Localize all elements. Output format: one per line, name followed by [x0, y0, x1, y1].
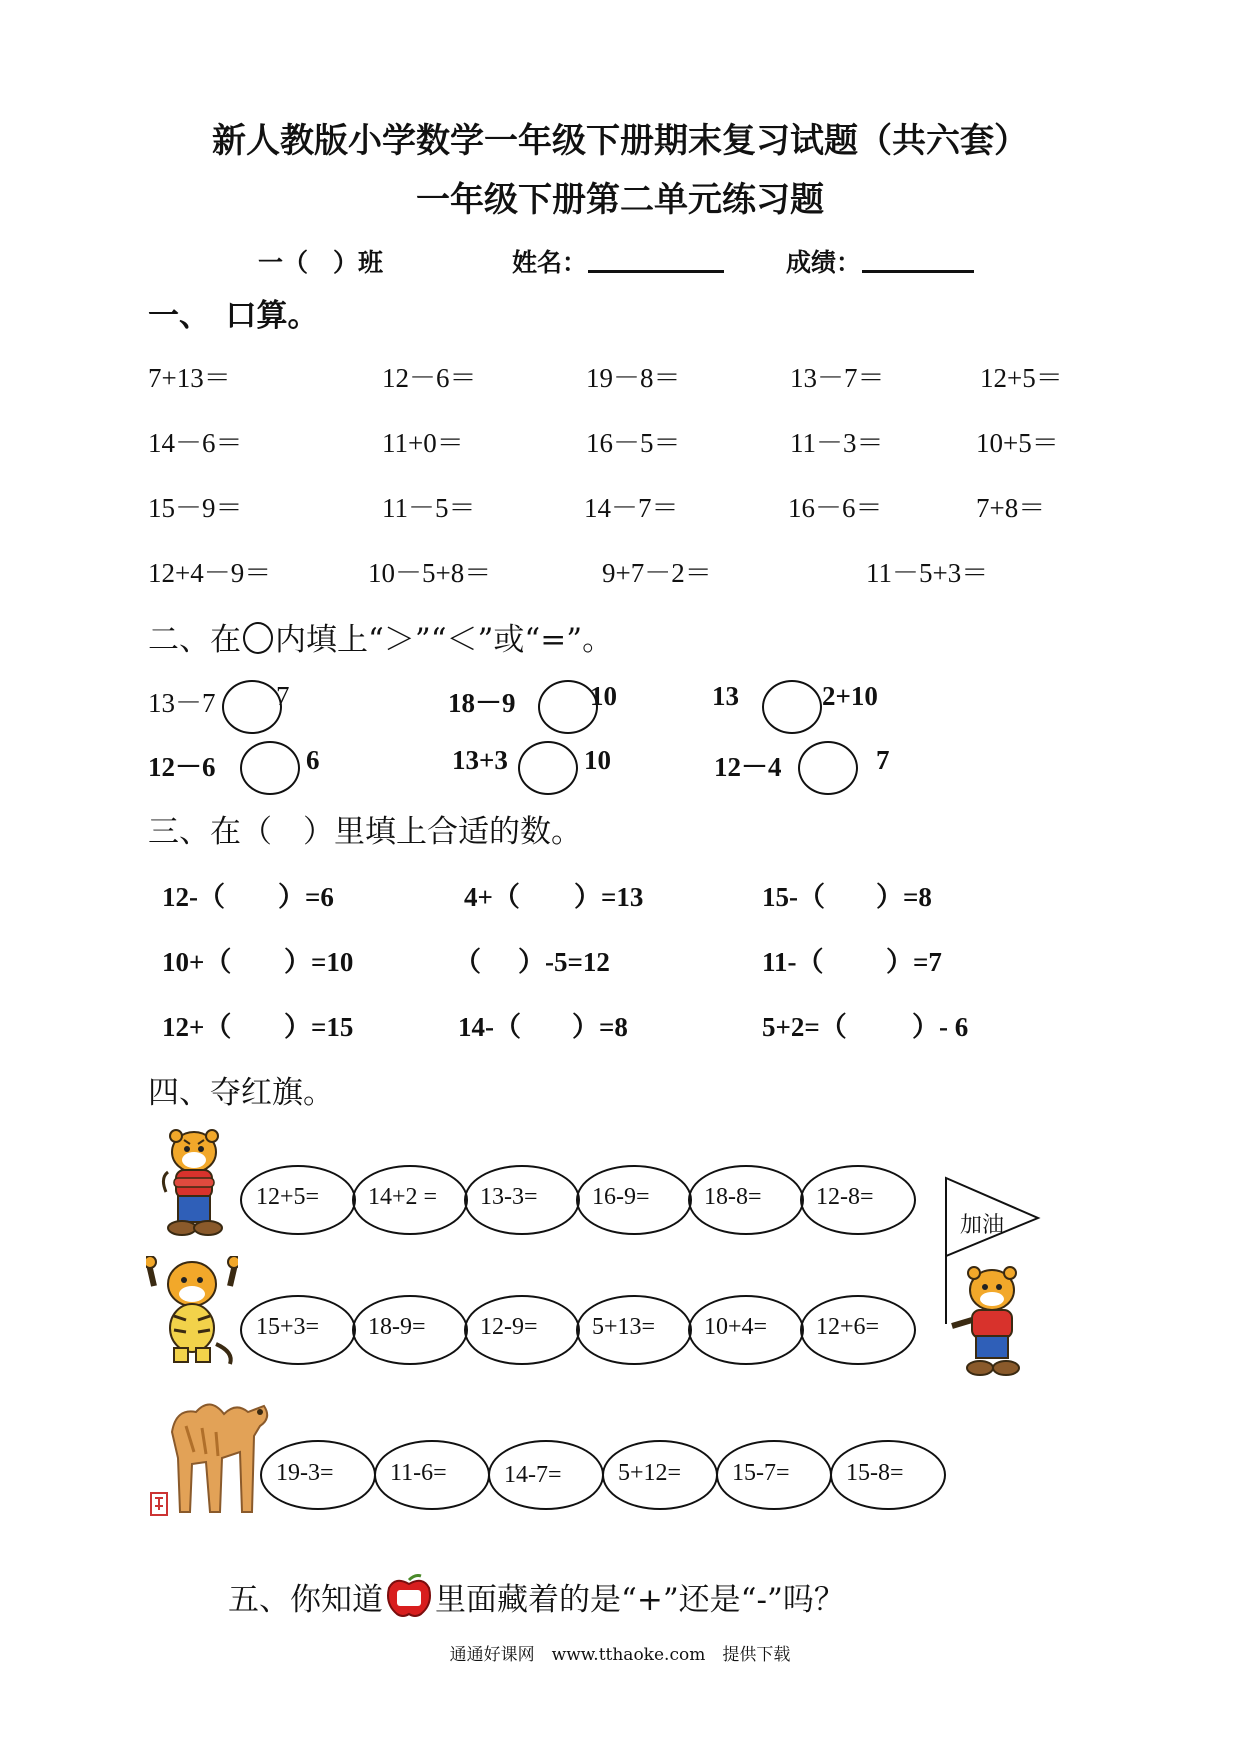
- oral-problem: 13－7＝: [790, 363, 885, 393]
- flag-problem: 12-8=: [816, 1184, 874, 1210]
- flag-problem: 14+2 =: [368, 1184, 438, 1210]
- oral-problem: 11+0＝: [382, 428, 464, 458]
- oral-problem: 10－5+8＝: [368, 558, 492, 588]
- section5-heading-prefix: 五、你知道: [228, 1582, 383, 1618]
- flag-problem: 15-8=: [846, 1460, 904, 1486]
- oral-problem: 16－5＝: [586, 428, 681, 458]
- compare-circle[interactable]: [538, 680, 598, 734]
- oral-problem: 11－5+3＝: [866, 558, 989, 588]
- class-label: 一（ ）班: [258, 248, 384, 277]
- flag-problem: 19-3=: [276, 1460, 334, 1486]
- flag-problem: 18-9=: [368, 1314, 426, 1340]
- fill-blank-left: 14-（: [458, 1012, 521, 1042]
- fill-blank-right: ）- 6: [912, 1012, 969, 1042]
- flag-problem: 12-9=: [480, 1314, 538, 1340]
- fill-blank-left: （: [454, 947, 481, 977]
- fill-blank-right: ）=8: [572, 1012, 628, 1042]
- section1-heading: 一、 口算。: [148, 298, 319, 334]
- fill-blank-left: 12-（: [162, 882, 225, 912]
- camel-icon: [166, 1392, 274, 1518]
- compare-circle[interactable]: [798, 741, 858, 795]
- fill-blank-right: ）=10: [284, 947, 354, 977]
- flag-problem: 11-6=: [390, 1460, 447, 1486]
- oral-problem: 14－6＝: [148, 428, 243, 458]
- fill-blank-right: ）=15: [284, 1012, 354, 1042]
- page-subtitle: 一年级下册第二单元练习题: [416, 180, 824, 220]
- name-label: 姓名：: [512, 248, 588, 277]
- flag-problem: 18-8=: [704, 1184, 762, 1210]
- oral-problem: 11－3＝: [790, 428, 884, 458]
- compare-right: 10: [590, 681, 617, 711]
- oral-problem: 7+13＝: [148, 363, 231, 393]
- compare-circle[interactable]: [518, 741, 578, 795]
- fill-blank-right: ）=13: [574, 882, 644, 912]
- seal-stamp-icon: [150, 1492, 168, 1516]
- flag-problem: 15-7=: [732, 1460, 790, 1486]
- compare-left: 13+3: [452, 745, 508, 775]
- section2-heading-prefix: 二、在: [148, 622, 241, 658]
- flag-problem: 10+4=: [704, 1314, 768, 1340]
- fill-blank-right: ）-5=12: [518, 947, 610, 977]
- compare-left: 12－4: [714, 752, 782, 782]
- flag-problem: 13-3=: [480, 1184, 538, 1210]
- fill-blank-left: 4+（: [464, 882, 520, 912]
- footer-text: 通通好课网 www.tthaoke.com 提供下载: [449, 1645, 791, 1665]
- oral-problem: 12+5＝: [980, 363, 1063, 393]
- flag-problem: 15+3=: [256, 1314, 320, 1340]
- oral-problem: 19－8＝: [586, 363, 681, 393]
- page-title: 新人教版小学数学一年级下册期末复习试题（共六套）: [212, 121, 1028, 161]
- compare-circle[interactable]: [222, 680, 282, 734]
- oral-problem: 15－9＝: [148, 493, 243, 523]
- oral-problem: 7+8＝: [976, 493, 1046, 523]
- compare-left: 13: [712, 681, 739, 711]
- flag-problem: 5+13=: [592, 1314, 656, 1340]
- compare-right: 7: [876, 745, 890, 775]
- flag-problem: 12+6=: [816, 1314, 880, 1340]
- compare-right: 7: [276, 681, 290, 711]
- score-label: 成绩：: [786, 248, 862, 277]
- fill-blank-right: ）=8: [876, 882, 932, 912]
- oral-problem: 9+7－2＝: [602, 558, 712, 588]
- circle-icon: [243, 622, 273, 654]
- compare-circle[interactable]: [762, 680, 822, 734]
- flag-problem: 14-7=: [504, 1462, 562, 1488]
- oral-problem: 14－7＝: [584, 493, 679, 523]
- section2-heading-suffix: 内填上“＞”“＜”或“=”。: [275, 622, 614, 658]
- tiger-flag-holder-icon: [946, 1264, 1030, 1380]
- fill-blank-left: 12+（: [162, 1012, 232, 1042]
- compare-right: 10: [584, 745, 611, 775]
- score-blank: [862, 270, 974, 273]
- fill-blank-left: 11-（: [762, 947, 824, 977]
- oral-problem: 10+5＝: [976, 428, 1059, 458]
- section5-heading: [228, 1574, 845, 1619]
- fill-blank-left: 15-（: [762, 882, 825, 912]
- name-blank: [588, 270, 724, 273]
- section3-heading: 三、在（ ）里填上合适的数。: [148, 814, 582, 850]
- compare-right: 2+10: [822, 681, 878, 711]
- oral-problem: 16－6＝: [788, 493, 883, 523]
- fill-blank-right: ）=7: [886, 947, 942, 977]
- flag-problem: 5+12=: [618, 1460, 682, 1486]
- fill-blank-left: 10+（: [162, 947, 232, 977]
- section4-heading: 四、夺红旗。: [148, 1075, 334, 1111]
- section2-heading: [148, 614, 613, 659]
- compare-right: 6: [306, 745, 320, 775]
- flag-text: 加油: [960, 1213, 1005, 1238]
- compare-circle[interactable]: [240, 741, 300, 795]
- tiger-cheering-icon: [146, 1256, 238, 1366]
- tiger-mascot-icon: [160, 1128, 230, 1240]
- compare-left: 13－7: [148, 688, 216, 718]
- oral-problem: 11－5＝: [382, 493, 476, 523]
- flag-problem: 12+5=: [256, 1184, 320, 1210]
- flag-problem: 16-9=: [592, 1184, 650, 1210]
- fill-blank-left: 5+2=（: [762, 1012, 847, 1042]
- compare-left: 18－9: [448, 688, 516, 718]
- apple-icon: [385, 1574, 433, 1618]
- compare-left: 12－6: [148, 752, 216, 782]
- oral-problem: 12+4－9＝: [148, 558, 272, 588]
- section5-heading-suffix: 里面藏着的是“+”还是“-”吗？: [435, 1582, 845, 1618]
- oral-problem: 12－6＝: [382, 363, 477, 393]
- fill-blank-right: ）=6: [278, 882, 334, 912]
